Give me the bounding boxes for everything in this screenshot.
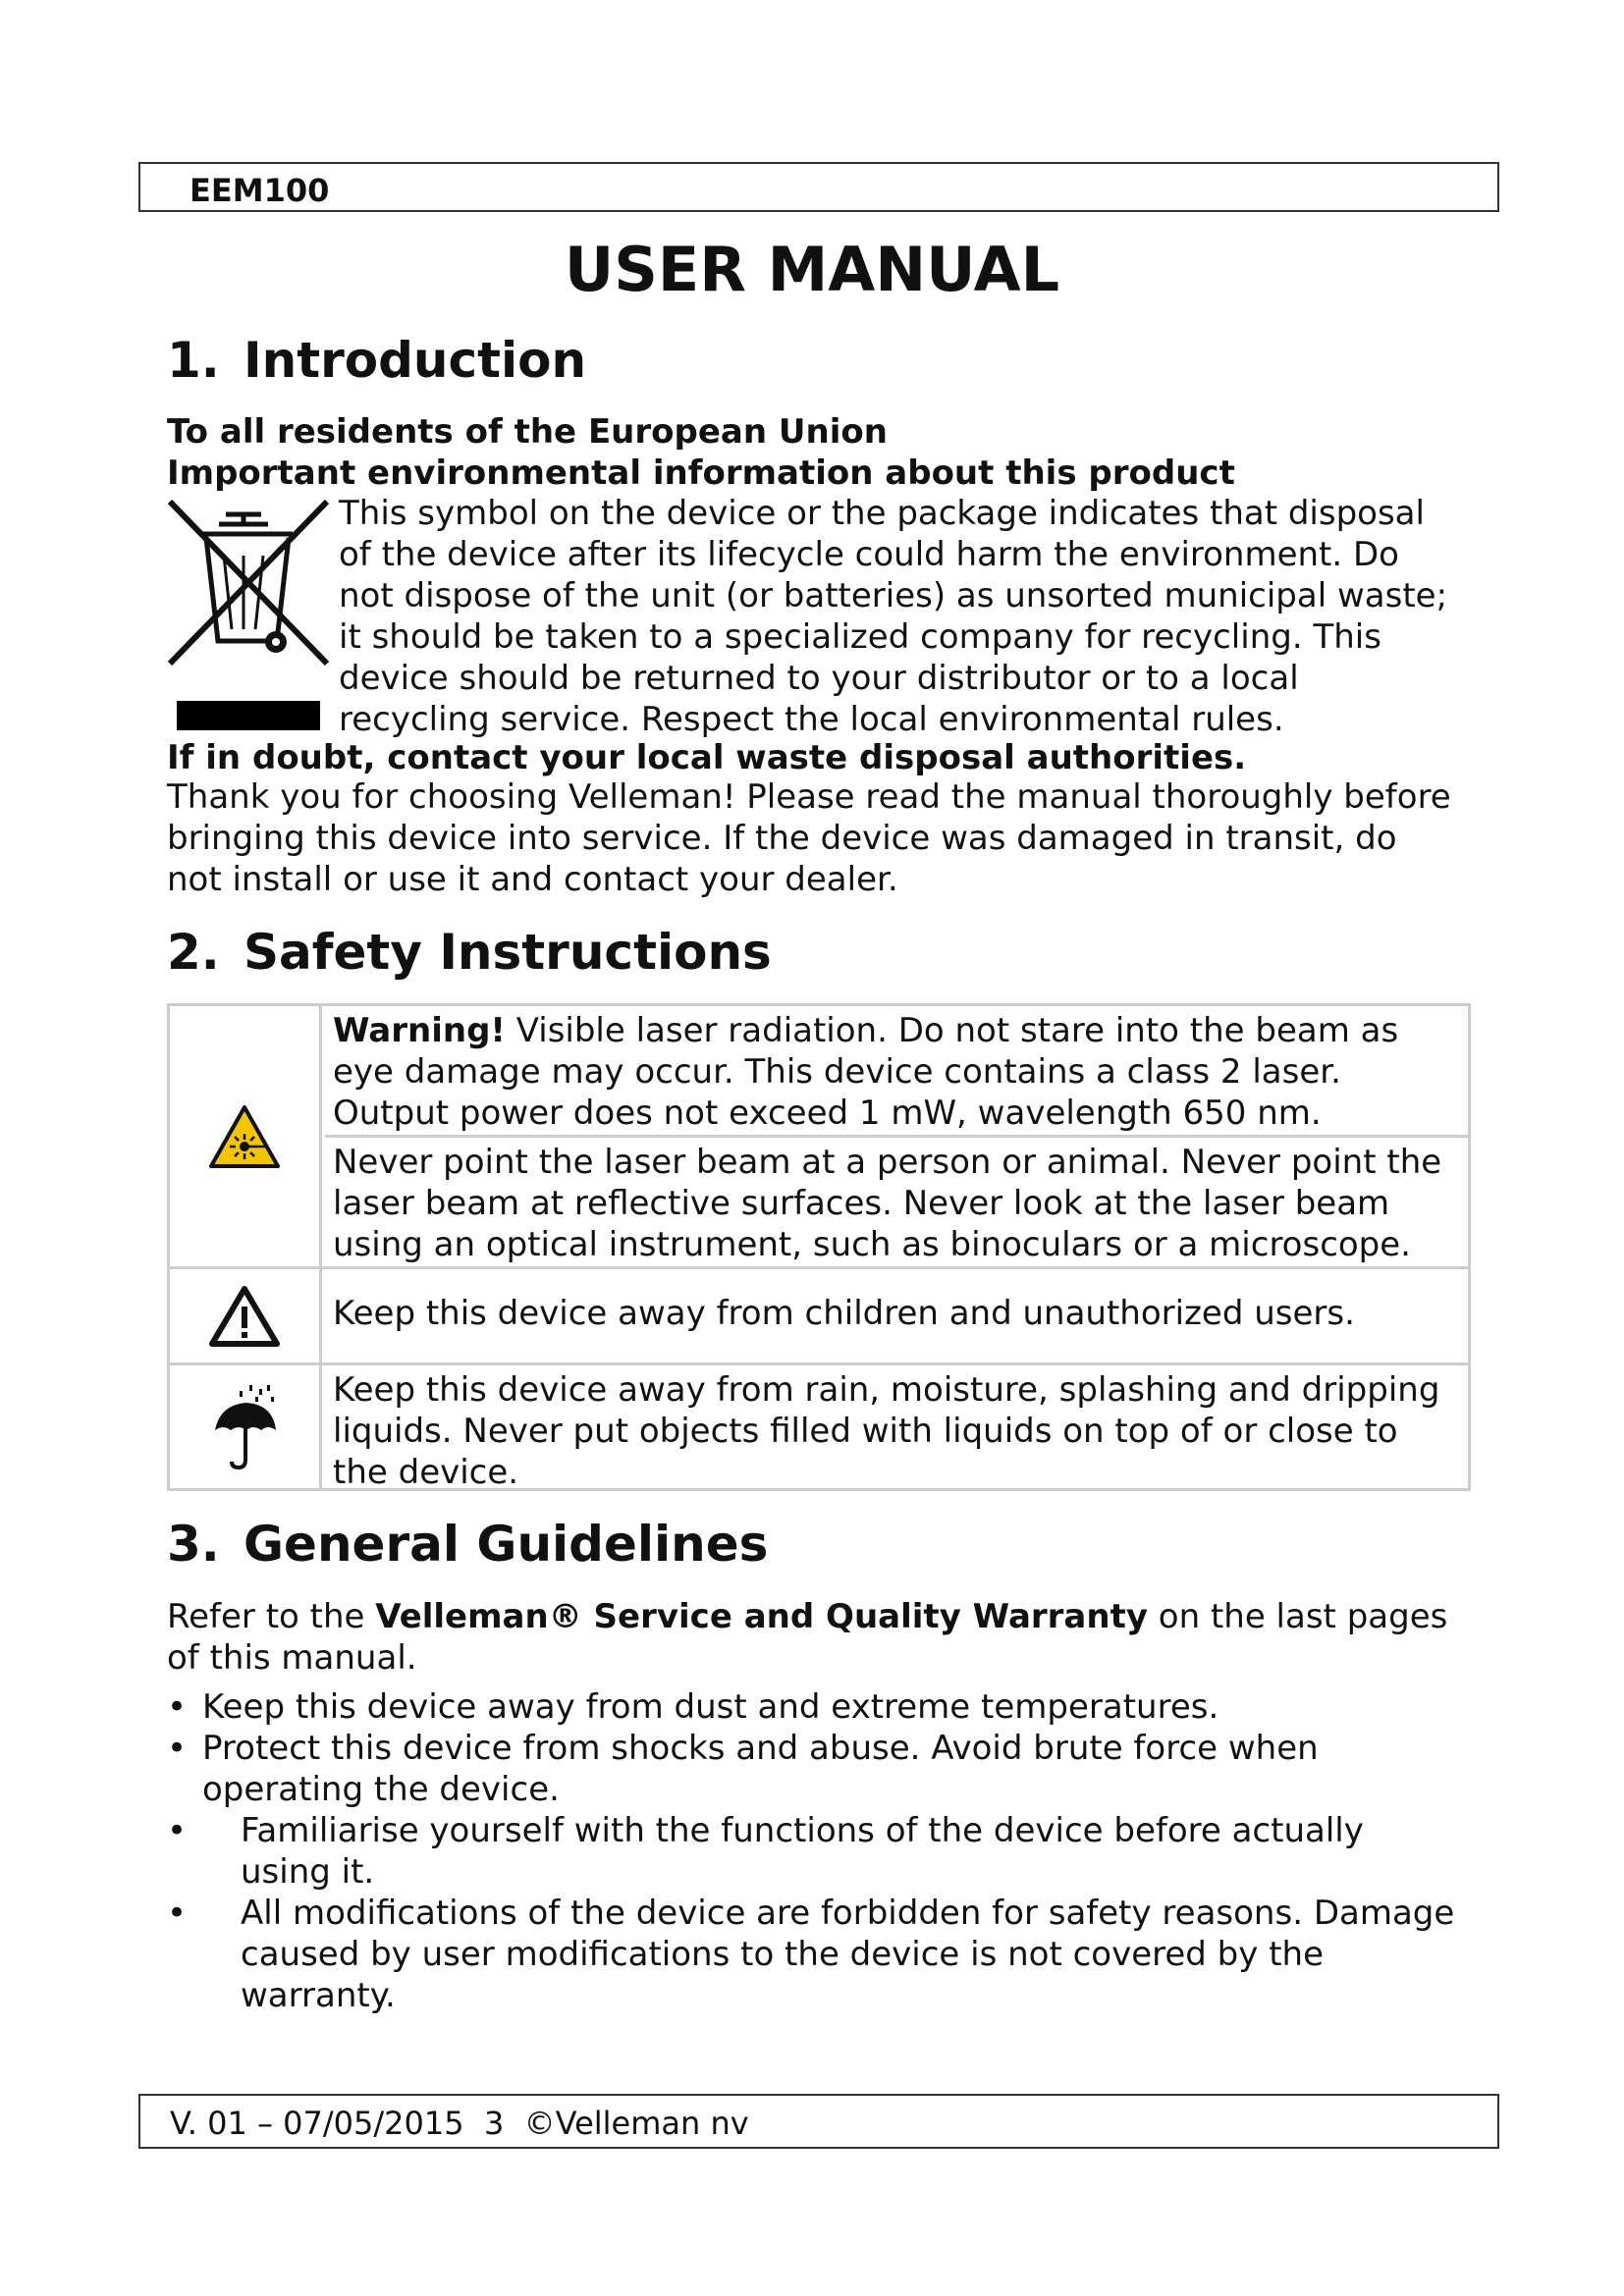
laser-warning-text	[325, 1006, 1468, 1136]
section-heading-guidelines	[167, 1516, 768, 1573]
safety-table	[167, 1003, 1471, 1491]
eu-residents-line: To all residents of the European Union	[167, 412, 888, 452]
bullet-symbol: •	[167, 1894, 188, 1933]
umbrella-rain-icon	[210, 1383, 279, 1471]
weee-black-bar	[177, 701, 320, 730]
footer-text: V. 01 – 07/05/2015 3 ©Velleman nv	[170, 2105, 749, 2142]
section-number: 2.	[167, 924, 220, 981]
footer-box	[138, 2094, 1499, 2149]
model-code: EEM100	[189, 172, 330, 209]
env-info-line: Important environmental information about this product	[167, 454, 1235, 493]
section-title: Safety Instructions	[244, 924, 772, 981]
crossed-out-wheelie-bin-icon	[165, 497, 332, 673]
warranty-reference-paragraph	[167, 1596, 1483, 1679]
laser-icon-cell	[170, 1006, 322, 1266]
warranty-name: Velleman® Service and Quality Warranty	[375, 1597, 1148, 1636]
children-warning-text: Keep this device away from children and unauthorized users.	[333, 1294, 1355, 1333]
section-number: 3.	[167, 1516, 220, 1573]
rain-icon-cell	[170, 1365, 322, 1488]
bullet-symbol: •	[167, 1811, 188, 1850]
rain-warning-text: Keep this device away from rain, moisture, splashing and dripping liquids. Never put objects filled with liquids on top of or close to the device.	[333, 1370, 1440, 1492]
bullet-symbol: •	[167, 1687, 188, 1727]
weee-description: This symbol on the device or the package indicates that disposal of the device after its lifecycle could harm the environment. Do not dispose of the unit (or batteries) as unsorted municipal waste; it should be taken to a specialized company for recycling. This device should be returned to your distributor or to a local recycling service. Respect the local environmental rules.	[339, 494, 1448, 739]
bullet-text: All modifications of the device are forbidden for safety reasons. Damage caused by user modifications to the device is not covered by the warranty.	[241, 1894, 1455, 2015]
section-heading-introduction	[167, 332, 586, 389]
refer-post: on the last pages of this manual.	[167, 1597, 1448, 1678]
refer-pre: Refer to the	[167, 1597, 376, 1636]
section-title: Introduction	[244, 332, 587, 389]
warning-text: Visible laser radiation. Do not stare into the beam as eye damage may occur. This device contains a class 2 laser. Output power does not exceed 1 mW, wavelength 650 nm.	[333, 1011, 1399, 1133]
laser-warning-icon	[208, 1104, 281, 1169]
header-box	[138, 162, 1499, 212]
thank-you-paragraph: Thank you for choosing Velleman! Please read the manual thoroughly before bringing this device into service. If the device was damaged in transit, do not install or use it and contact your dealer.	[167, 777, 1451, 899]
page-title: USER MANUAL	[564, 234, 1060, 305]
doubt-line: If in doubt, contact your local waste disposal authorities.	[167, 738, 1247, 777]
section-heading-safety	[167, 924, 772, 981]
warning-label: Warning!	[333, 1011, 506, 1050]
caution-triangle-icon	[208, 1285, 281, 1348]
bullet-text: Protect this device from shocks and abuse. Avoid brute force when operating the device.	[202, 1729, 1319, 1809]
caution-icon-cell	[170, 1269, 322, 1362]
bullet-text: Keep this device away from dust and extreme temperatures.	[202, 1687, 1219, 1727]
never-point-text: Never point the laser beam at a person or animal. Never point the laser beam at reflective surfaces. Never look at the laser beam using an optical instrument, such as binoculars or a microscope.	[333, 1143, 1442, 1264]
section-title: General Guidelines	[244, 1516, 769, 1573]
bullet-text: Familiarise yourself with the functions of the device before actually using it.	[241, 1811, 1364, 1892]
bullet-symbol: •	[167, 1729, 188, 1768]
section-number: 1.	[167, 332, 220, 389]
